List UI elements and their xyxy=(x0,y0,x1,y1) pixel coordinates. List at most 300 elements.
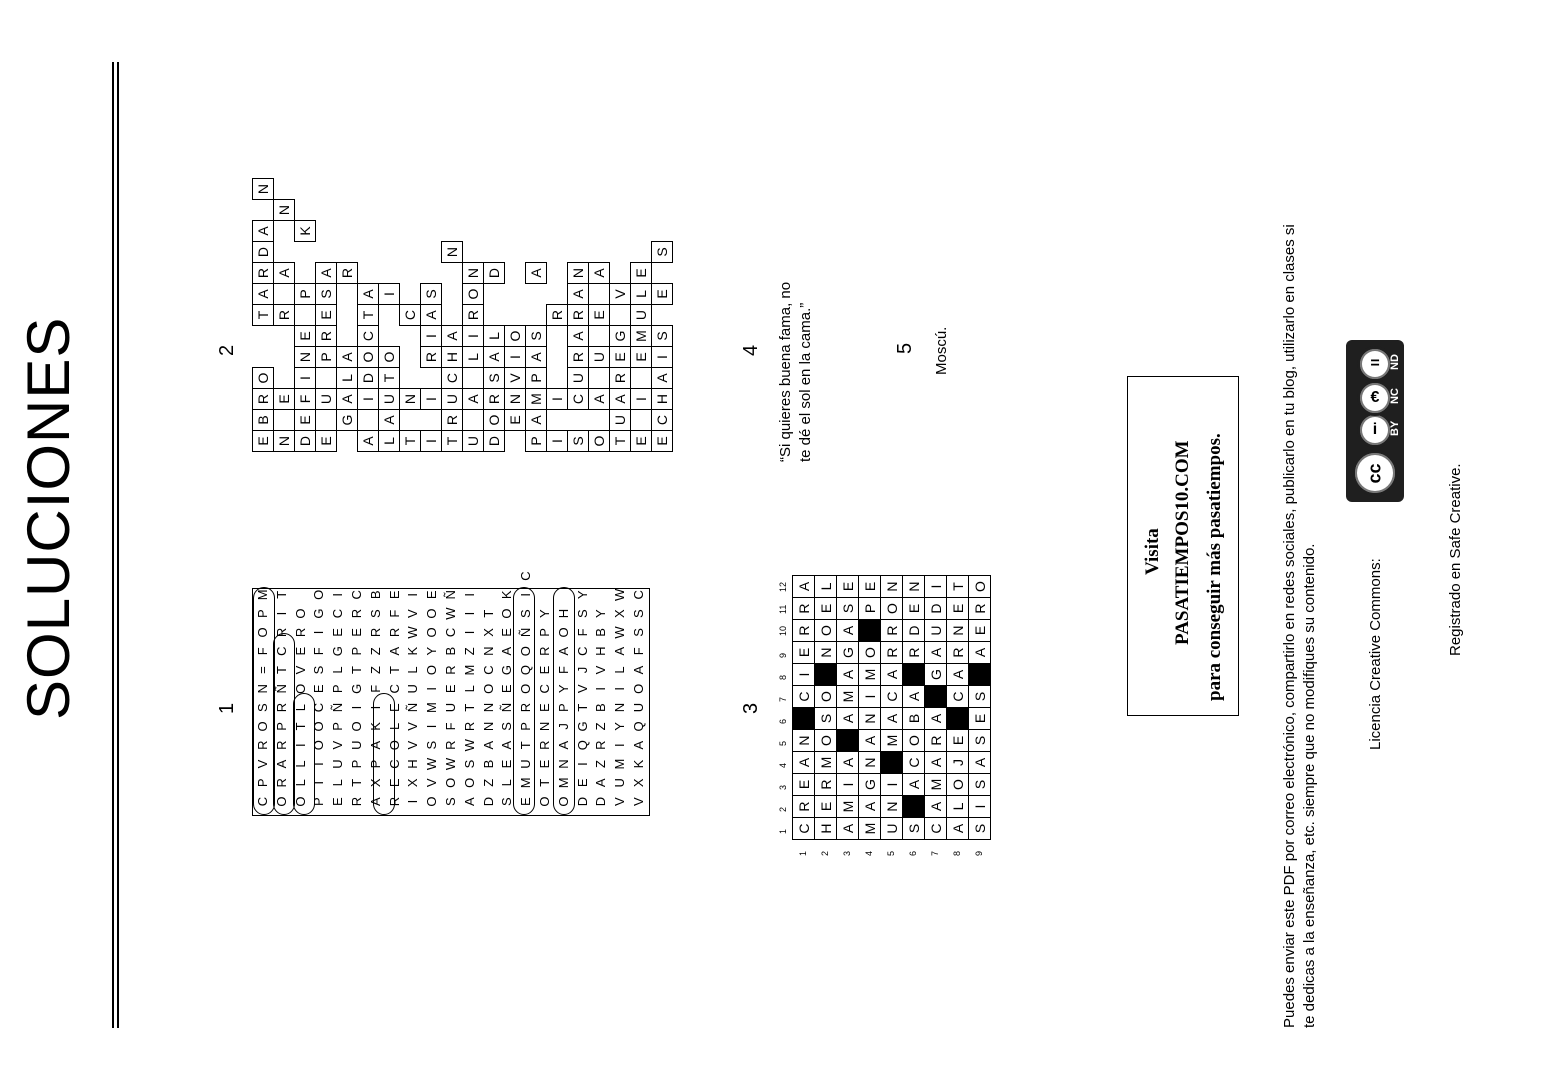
crossword-gap xyxy=(547,368,568,389)
word-search-letter: A xyxy=(461,797,477,806)
crossword-gap xyxy=(274,58,295,78)
row-number: 1 xyxy=(798,850,808,856)
word-search-letter: V xyxy=(574,684,590,694)
crossword-gap xyxy=(463,118,484,138)
word-search-letter: C xyxy=(273,646,289,656)
word-search-letter: L xyxy=(386,722,402,731)
word-search-letter: I xyxy=(367,705,383,710)
registered-note: Registrado en Safe Creative. xyxy=(1447,463,1464,656)
crossword-cell: E xyxy=(295,326,316,347)
crossword-gap xyxy=(316,138,337,158)
crossword-gap xyxy=(421,78,442,98)
word-search-letter: P xyxy=(555,703,571,712)
column-number: 10 xyxy=(778,625,788,636)
word-search-letter: L xyxy=(292,703,308,712)
crossword-cell: A xyxy=(837,752,859,774)
crossword-cell: N xyxy=(815,642,837,664)
word-search-letter: Ñ xyxy=(273,684,289,694)
crossword-gap xyxy=(358,58,379,78)
word-search-letter: R xyxy=(273,627,289,638)
word-search-letter: C xyxy=(255,796,270,807)
crossword-gap xyxy=(442,78,463,98)
word-search-letter: C xyxy=(574,646,590,656)
crossword-cell: N xyxy=(793,730,815,752)
word-search-letter: I xyxy=(405,799,421,804)
crossword-gap xyxy=(379,326,400,347)
crossword-grid-3 xyxy=(778,575,991,856)
crossword-gap xyxy=(652,179,673,200)
word-search-letter: P xyxy=(330,722,346,731)
crossword-gap xyxy=(526,158,547,179)
crossword-cell: A xyxy=(903,686,925,708)
crossword-gap xyxy=(274,78,295,98)
word-search-letter: O xyxy=(311,740,327,751)
crossword-cell: S xyxy=(652,326,673,347)
crossword-cell: A xyxy=(526,410,547,431)
found-word-outline xyxy=(513,587,535,815)
word-search-letter: U xyxy=(405,684,421,694)
crossword-gap xyxy=(547,242,568,263)
word-search-letter: E xyxy=(518,797,534,806)
crossword-gap xyxy=(295,263,316,284)
crossword-cell: G xyxy=(837,642,859,664)
crossword-cell: E xyxy=(610,347,631,368)
word-search-letter: H xyxy=(555,608,571,619)
crossword-gap xyxy=(568,410,589,431)
word-search-letter: C xyxy=(349,590,364,600)
crossword-gap xyxy=(484,158,505,179)
word-search-letter: M xyxy=(424,702,440,714)
crossword-gap xyxy=(484,179,505,200)
crossword-cell: M xyxy=(837,686,859,708)
crossword-cell: A xyxy=(358,431,379,452)
crossword-cell: U xyxy=(316,389,337,410)
puzzle-number-4: 4 xyxy=(740,344,762,356)
word-search-letter: L xyxy=(461,685,477,693)
nc-label: NC xyxy=(1389,388,1401,404)
crossword-cell: C xyxy=(925,818,947,840)
word-search-letter: W xyxy=(443,607,458,620)
word-search-letter: I xyxy=(349,705,364,710)
crossword-gap xyxy=(421,263,442,284)
crossword-gap xyxy=(589,326,610,347)
crossword-cell: T xyxy=(610,431,631,452)
word-search-letter: O xyxy=(555,627,571,638)
crossword-gap xyxy=(442,158,463,179)
crossword-gap xyxy=(442,179,463,200)
crossword-gap xyxy=(253,347,274,368)
crossword-cell: I xyxy=(505,347,526,368)
crossword-cell: A xyxy=(837,818,859,840)
word-search-letter: U xyxy=(443,702,458,713)
word-search-letter: D xyxy=(574,796,590,807)
crossword-gap xyxy=(358,242,379,263)
word-search-letter: A xyxy=(612,646,628,656)
crossword-cell: M xyxy=(859,664,881,686)
word-search-letter: T xyxy=(311,778,327,787)
crossword-gap xyxy=(253,58,274,78)
crossword-cell: A xyxy=(463,389,484,410)
word-search-letter: E xyxy=(386,703,402,712)
found-word-outline xyxy=(253,587,275,815)
crossword-cell: E xyxy=(274,389,295,410)
word-search-letter: W xyxy=(612,626,628,639)
word-search-letter: G xyxy=(330,646,346,657)
word-search-letter: L xyxy=(612,666,628,674)
word-search-letter: Y xyxy=(537,609,552,618)
crossword-cell: R xyxy=(815,774,837,796)
word-search-letter: A xyxy=(631,665,646,675)
word-search-letter: Ñ xyxy=(405,702,421,713)
crossword-cell: E xyxy=(631,263,652,284)
crossword-gap xyxy=(526,98,547,118)
crossword-cell: I xyxy=(925,576,947,598)
crossword-cell: T xyxy=(400,431,421,452)
crossword-gap xyxy=(568,200,589,221)
word-search-letter: O xyxy=(537,796,552,807)
crossword-cell: S xyxy=(652,242,673,263)
word-search-letter: E xyxy=(311,684,327,694)
word-search-letter: Ñ xyxy=(443,590,458,600)
crossword-cell: R xyxy=(484,389,505,410)
puzzle-number-5: 5 xyxy=(894,342,916,354)
word-search-letter: S xyxy=(424,740,440,750)
crossword-gap xyxy=(358,118,379,138)
crossword-cell: A xyxy=(859,796,881,818)
crossword-cell: A xyxy=(337,389,358,410)
crossword-gap xyxy=(652,305,673,326)
crossword-gap xyxy=(442,58,463,78)
crossword-gap xyxy=(316,242,337,263)
crossword-gap xyxy=(337,158,358,179)
word-search-letter: T xyxy=(537,778,552,787)
crossword-gap xyxy=(358,98,379,118)
crossword-gap xyxy=(526,242,547,263)
word-search-letter: U xyxy=(612,778,628,788)
word-search-letter: R xyxy=(273,740,289,750)
crossword-gap xyxy=(295,200,316,221)
crossword-cell: E xyxy=(316,305,337,326)
word-search-letter: O xyxy=(443,777,458,788)
crossword-cell: O xyxy=(969,576,991,598)
column-number: 7 xyxy=(778,696,788,702)
crossword-gap xyxy=(526,118,547,138)
crossword-cell: A xyxy=(793,576,815,598)
crossword-gap xyxy=(589,78,610,98)
word-search-letter: T xyxy=(349,666,364,674)
crossword-gap xyxy=(253,38,274,58)
crossword-gap xyxy=(400,326,421,347)
word-search-letter: F xyxy=(555,666,571,674)
word-search-letter: V xyxy=(405,740,421,750)
crossword-gap xyxy=(316,58,337,78)
word-search-letter: L xyxy=(330,779,346,787)
crossword-cell: H xyxy=(442,347,463,368)
crossword-gap xyxy=(358,38,379,58)
crossword-gap xyxy=(463,368,484,389)
crossword-gap xyxy=(547,158,568,179)
crossword-gap xyxy=(358,200,379,221)
word-search-letter: B xyxy=(480,759,496,769)
crossword-gap xyxy=(379,179,400,200)
crossword-gap xyxy=(589,38,610,58)
crossword-gap xyxy=(589,118,610,138)
word-search-letter: X xyxy=(480,628,496,637)
crossword-gap xyxy=(316,179,337,200)
crossword-cell: I xyxy=(652,347,673,368)
divider-line xyxy=(112,62,114,1028)
word-search-letter: Y xyxy=(555,684,571,694)
crossword-gap xyxy=(421,158,442,179)
crossword-gap xyxy=(547,263,568,284)
crossword-gap xyxy=(589,98,610,118)
crossword-cell: A xyxy=(568,326,589,347)
crossword-gap xyxy=(505,78,526,98)
word-search-letter: Z xyxy=(593,760,609,768)
by-person-icon: i xyxy=(1357,412,1393,448)
crossword-gap xyxy=(631,242,652,263)
crossword-gap xyxy=(337,200,358,221)
word-search-letter: M xyxy=(255,589,270,601)
crossword-gap xyxy=(505,58,526,78)
crossword-gap xyxy=(589,200,610,221)
crossword-cell: R xyxy=(442,410,463,431)
word-search-letter: V xyxy=(255,759,270,769)
crossword-cell: O xyxy=(881,598,903,620)
crossword-gap xyxy=(274,347,295,368)
crossword-cell: G xyxy=(337,410,358,431)
crossword-gap xyxy=(337,284,358,305)
crossword-cell: U xyxy=(379,389,400,410)
row-number: 5 xyxy=(886,850,896,856)
word-search-letter: O xyxy=(424,664,440,676)
word-search-letter: W xyxy=(443,757,458,771)
crossword-cell: T xyxy=(379,368,400,389)
crossword-gap xyxy=(421,242,442,263)
crossword-gap xyxy=(316,221,337,242)
crossword-gap xyxy=(337,221,358,242)
crossword-gap xyxy=(442,200,463,221)
crossword-cell: A xyxy=(969,752,991,774)
crossword-gap xyxy=(547,347,568,368)
word-search-letter: Q xyxy=(518,664,534,676)
crossword-gap xyxy=(253,158,274,179)
word-search-letter: R xyxy=(273,702,289,713)
word-search-letter: V xyxy=(292,665,308,675)
crossword-cell: U xyxy=(610,410,631,431)
crossword-gap xyxy=(463,98,484,118)
crossword-gap xyxy=(505,179,526,200)
crossword-gap xyxy=(400,410,421,431)
word-search-letter: I xyxy=(461,611,477,616)
crossword-gap xyxy=(463,221,484,242)
crossword-cell: B xyxy=(253,410,274,431)
crossword-cell: L xyxy=(484,326,505,347)
crossword-gap xyxy=(589,221,610,242)
crossword-gap xyxy=(484,305,505,326)
word-search-letter: I xyxy=(461,593,477,597)
crossword-cell: U xyxy=(463,431,484,452)
crossword-cell: U xyxy=(442,389,463,410)
crossword-cell: O xyxy=(815,730,837,752)
crossword-cell: P xyxy=(526,431,547,452)
crossword-gap xyxy=(379,221,400,242)
crossword-cell: O xyxy=(253,368,274,389)
crossword-gap xyxy=(526,179,547,200)
crossword-gap xyxy=(652,38,673,58)
row-number: 3 xyxy=(842,850,852,856)
crossword-cell: A xyxy=(925,752,947,774)
word-search-letter: O xyxy=(292,796,308,807)
crossword-gap xyxy=(400,221,421,242)
word-search-letter: K xyxy=(499,590,515,600)
crossword-cell: A xyxy=(526,263,547,284)
crossword-cell: R xyxy=(316,326,337,347)
crossword-cell: A xyxy=(274,263,295,284)
found-word-outline xyxy=(293,693,315,815)
row-number: 2 xyxy=(820,850,830,856)
crossword-cell: H xyxy=(815,818,837,840)
word-search-letter: O xyxy=(518,646,534,657)
crossword-cell: N xyxy=(947,620,969,642)
crossword-cell: N xyxy=(295,347,316,368)
crossword-gap xyxy=(484,98,505,118)
crossword-cell: E xyxy=(859,576,881,598)
crossword-gap xyxy=(610,78,631,98)
crossword-gap xyxy=(400,78,421,98)
crossword-cell: L xyxy=(379,431,400,452)
crossword-cell: K xyxy=(295,221,316,242)
found-word-outline xyxy=(273,633,295,815)
word-search-letter: S xyxy=(518,609,534,618)
word-search-letter: R xyxy=(386,796,402,807)
crossword-cell: T xyxy=(947,576,969,598)
word-search-letter: I xyxy=(330,593,346,597)
word-search-letter: R xyxy=(443,665,458,675)
crossword-cell: T xyxy=(442,431,463,452)
word-search-letter: E xyxy=(386,778,402,788)
crossword-cell: A xyxy=(837,620,859,642)
word-search-letter: S xyxy=(499,797,515,806)
word-search-letter: A xyxy=(480,740,496,750)
crossword-gap xyxy=(568,138,589,158)
nc-dollar-icon: € xyxy=(1357,380,1393,416)
crossword-cell: E xyxy=(969,708,991,730)
word-search-letter: A xyxy=(631,740,646,750)
crossword-gap xyxy=(337,431,358,452)
promo-box xyxy=(1127,376,1239,716)
word-search-letter: E xyxy=(574,778,590,788)
word-search-letter: V xyxy=(631,797,646,806)
crossword-gap xyxy=(295,305,316,326)
crossword-gap xyxy=(253,326,274,347)
word-search-letter: O xyxy=(386,740,402,751)
word-search-letter: Q xyxy=(631,721,646,732)
crossword-gap xyxy=(547,38,568,58)
word-search-letter: E xyxy=(537,703,552,712)
word-search-letter: N xyxy=(480,721,496,732)
promo-site: PASATIEMPOS10.COM xyxy=(1172,440,1193,645)
word-search-letter: O xyxy=(480,683,496,694)
crossword-gap xyxy=(568,179,589,200)
word-search-letter: P xyxy=(330,684,346,694)
word-search-letter: C xyxy=(537,684,552,694)
crossword-cell: E xyxy=(652,284,673,305)
crossword-cell: E xyxy=(316,431,337,452)
word-search-letter: S xyxy=(443,797,458,806)
crossword-cell: I xyxy=(837,774,859,796)
crossword-gap xyxy=(652,98,673,118)
crossword-gap xyxy=(379,118,400,138)
crossword-gap xyxy=(253,78,274,98)
crossword-gap xyxy=(274,368,295,389)
crossword-cell: E xyxy=(253,431,274,452)
crossword-gap xyxy=(274,138,295,158)
word-search-letter: X xyxy=(612,609,628,618)
word-search-letter: T xyxy=(292,722,308,731)
crossword-cell: N xyxy=(274,431,295,452)
crossword-gap xyxy=(358,179,379,200)
crossword-cell: R xyxy=(274,305,295,326)
word-search-letter: G xyxy=(499,664,515,676)
crossword-cell: M xyxy=(881,730,903,752)
crossword-gap xyxy=(421,58,442,78)
crossword-cell: D xyxy=(295,431,316,452)
crossword-gap xyxy=(547,326,568,347)
crossword-gap xyxy=(295,179,316,200)
crossword-cell: A xyxy=(925,642,947,664)
crossword-cell: R xyxy=(793,620,815,642)
crossword-cell: R xyxy=(610,368,631,389)
word-search-letter: F xyxy=(386,609,402,618)
word-search-letter: V xyxy=(593,665,609,675)
crossword-gap xyxy=(400,179,421,200)
crossword-cell: O xyxy=(379,347,400,368)
word-search-letter: Z xyxy=(367,647,383,656)
word-search-letter: Z xyxy=(480,778,496,787)
crossword-cell: A xyxy=(859,730,881,752)
crossword-gap xyxy=(484,38,505,58)
crossword-gap xyxy=(442,221,463,242)
word-search-letter: D xyxy=(480,796,496,807)
crossword-gap xyxy=(442,98,463,118)
word-search-letter: X xyxy=(631,778,646,788)
crossword-cell: M xyxy=(631,326,652,347)
word-search-letter: R xyxy=(443,740,458,750)
crossword-gap xyxy=(568,118,589,138)
word-search-letter: O xyxy=(424,627,440,638)
crossword-gap xyxy=(421,38,442,58)
nd-equal-icon: = xyxy=(1357,346,1393,382)
crossword-gap xyxy=(484,200,505,221)
word-search-grid xyxy=(252,571,650,816)
crossword-cell: N xyxy=(903,576,925,598)
crossword-gap xyxy=(337,78,358,98)
crossword-gap xyxy=(337,118,358,138)
word-search-letter: S xyxy=(255,703,270,712)
crossword-cell: A xyxy=(526,347,547,368)
crossword-cell: E xyxy=(815,598,837,620)
crossword-gap xyxy=(568,221,589,242)
footer-line-1: Puedes enviar este PDF por correo electrónico, compartirlo en redes sociales, publicarlo en tu blog, utilizarlo en clases si xyxy=(1281,224,1298,1028)
crossword-gap xyxy=(610,242,631,263)
word-search-letter: T xyxy=(273,590,289,599)
crossword-cell: S xyxy=(969,686,991,708)
crossword-gap xyxy=(505,431,526,452)
word-search-letter: R xyxy=(292,627,308,638)
crossword-cell: R xyxy=(253,389,274,410)
crossword-cell: T xyxy=(358,305,379,326)
